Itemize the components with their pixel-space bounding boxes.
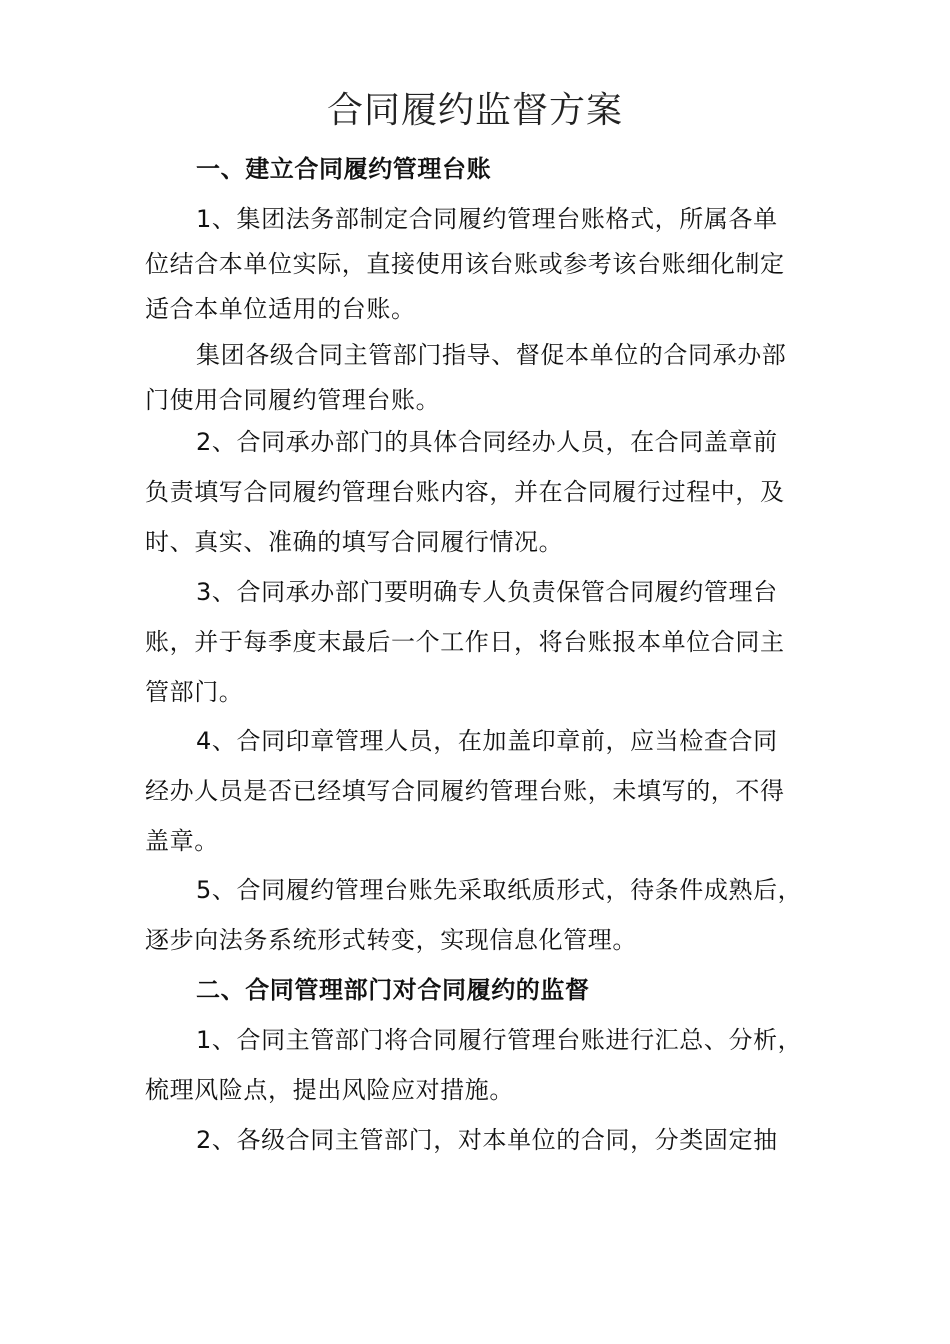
paragraph-line: 位结合本单位实际，直接使用该台账或参考该台账细化制定 [145, 250, 785, 278]
paragraph-line: 梳理风险点，提出风险应对措施。 [145, 1076, 514, 1104]
paragraph-line: 5、合同履约管理台账先采取纸质形式，待条件成熟后， [196, 876, 803, 904]
paragraph-line: 1、合同主管部门将合同履行管理台账进行汇总、分析， [196, 1026, 803, 1054]
paragraph-line: 逐步向法务系统形式转变，实现信息化管理。 [145, 926, 637, 954]
paragraph-line: 1、集团法务部制定合同履约管理台账格式，所属各单 [196, 205, 778, 233]
paragraph-line: 2、各级合同主管部门，对本单位的合同，分类固定抽 [196, 1126, 778, 1154]
paragraph-line: 门使用合同履约管理台账。 [145, 386, 441, 414]
paragraph-line: 适合本单位适用的台账。 [145, 295, 416, 323]
section-heading-1: 一、建立合同履约管理台账 [196, 155, 492, 183]
paragraph-line: 管部门。 [145, 678, 244, 706]
paragraph-line: 盖章。 [145, 827, 219, 855]
paragraph-line: 负责填写合同履约管理台账内容，并在合同履行过程中，及 [145, 478, 785, 506]
paragraph-line: 2、合同承办部门的具体合同经办人员，在合同盖章前 [196, 428, 778, 456]
paragraph-line: 账，并于每季度末最后一个工作日，将台账报本单位合同主 [145, 628, 785, 656]
paragraph-line: 4、合同印章管理人员，在加盖印章前，应当检查合同 [196, 727, 778, 755]
document-title: 合同履约监督方案 [326, 90, 623, 131]
paragraph-line: 时、真实、准确的填写合同履行情况。 [145, 528, 564, 556]
paragraph-line: 经办人员是否已经填写合同履约管理台账，未填写的，不得 [145, 777, 785, 805]
section-heading-2: 二、合同管理部门对合同履约的监督 [196, 976, 590, 1004]
paragraph-line: 集团各级合同主管部门指导、督促本单位的合同承办部 [196, 341, 787, 369]
paragraph-line: 3、合同承办部门要明确专人负责保管合同履约管理台 [196, 578, 778, 606]
